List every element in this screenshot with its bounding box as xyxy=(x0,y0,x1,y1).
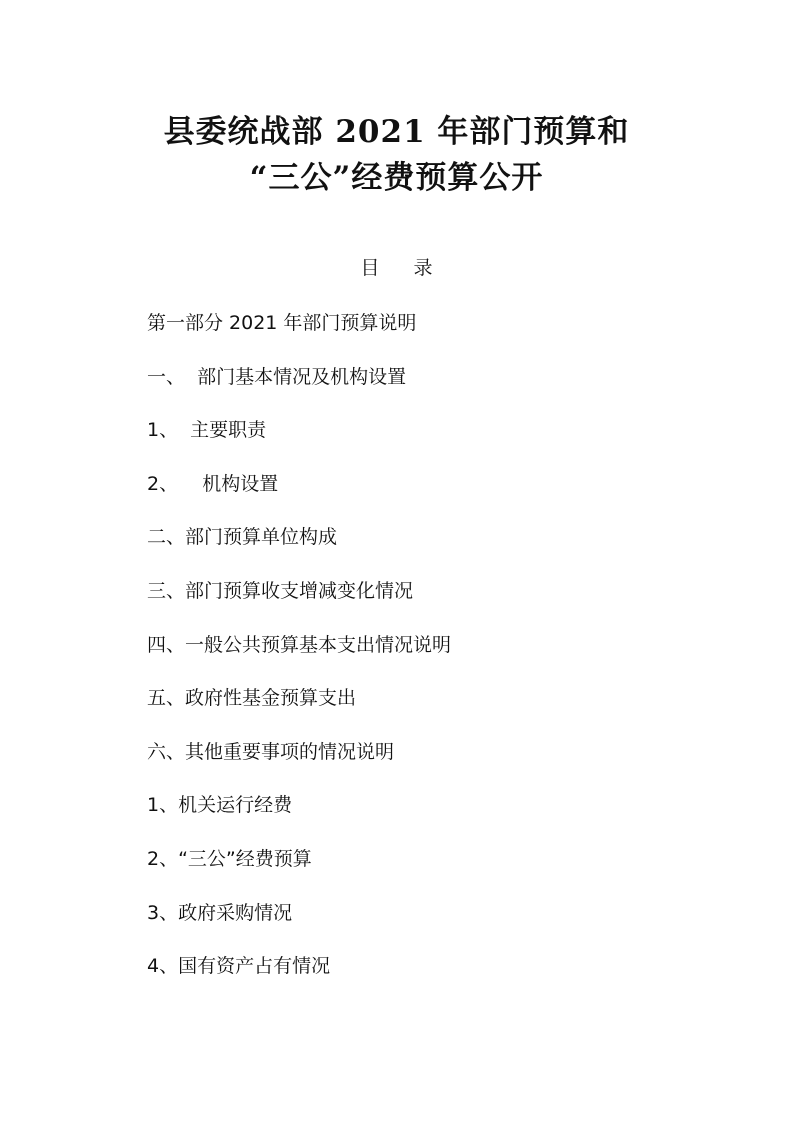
toc-item-section-4: 四、一般公共预算基本支出情况说明 xyxy=(147,633,452,656)
toc-item-part-one: 第一部分 2021 年部门预算说明 xyxy=(147,312,417,334)
toc-item-subsection-6-4: 4、国有资产占有情况 xyxy=(147,955,331,978)
toc-item-subsection-6-1: 1、机关运行经费 xyxy=(147,794,293,817)
toc-item-section-6: 六、其他重要事项的情况说明 xyxy=(147,740,395,763)
toc-item-section-5: 五、政府性基金预算支出 xyxy=(147,687,357,710)
toc-item-section-3: 三、部门预算收支增减变化情况 xyxy=(147,579,414,602)
table-of-contents xyxy=(147,306,747,1003)
table-of-contents-heading: 目 录 xyxy=(360,257,447,279)
document-title-line-2: “三公”经费预算公开 xyxy=(249,160,544,196)
toc-item-section-1: 一、 部门基本情况及机构设置 xyxy=(147,365,407,388)
document-title-line-1: 县委统战部 2021 年部门预算和 xyxy=(163,114,630,150)
toc-item-subsection-6-3: 3、政府采购情况 xyxy=(147,901,293,924)
toc-item-subsection-6-2: 2、“三公”经费预算 xyxy=(147,847,312,870)
toc-item-subsection-1-2: 2、 机构设置 xyxy=(147,472,279,495)
toc-item-subsection-1-1: 1、 主要职责 xyxy=(147,419,267,442)
toc-item-section-2: 二、部门预算单位构成 xyxy=(147,526,338,549)
